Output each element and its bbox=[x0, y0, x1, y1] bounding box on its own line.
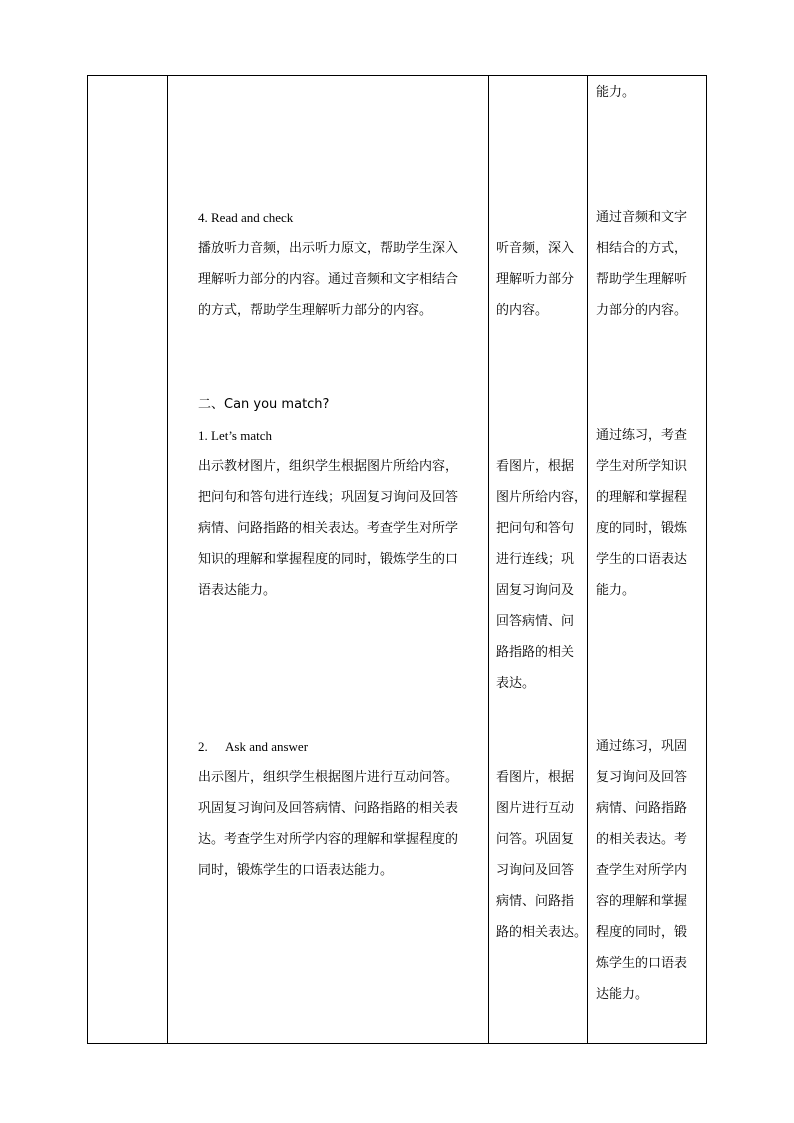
student-activity-line: 进行连线；巩 bbox=[496, 552, 575, 567]
student-activity-line: 理解听力部分 bbox=[496, 272, 575, 287]
column-divider-1 bbox=[167, 75, 168, 1044]
teacher-activity-line: 理解听力部分的内容。通过音频和文字相结合 bbox=[198, 272, 459, 287]
student-activity-line: 习询问及回答 bbox=[496, 863, 575, 878]
intent-line: 查学生对所学内 bbox=[596, 863, 688, 878]
student-activity-line: 图片所给内容， bbox=[496, 490, 588, 505]
teacher-activity-line: 出示教材图片，组织学生根据图片所给内容， bbox=[198, 459, 459, 474]
teacher-activity-line: 知识的理解和掌握程度的同时，锻炼学生的口 bbox=[198, 552, 459, 567]
teacher-activity-line: 病情、问路指路的相关表达。考查学生对所学 bbox=[198, 521, 459, 536]
teacher-activity-line: 达。考查学生对所学内容的理解和掌握程度的 bbox=[198, 832, 459, 847]
student-activity-line: 看图片，根据 bbox=[496, 770, 575, 785]
intent-line: 学生的口语表达 bbox=[596, 552, 688, 567]
ask-answer-heading: Ask and answer bbox=[225, 739, 309, 754]
intent-line: 相结合的方式， bbox=[596, 241, 688, 256]
intent-line: 通过音频和文字 bbox=[596, 210, 688, 225]
teacher-activity-line: 播放听力音频，出示听力原文，帮助学生深入 bbox=[198, 241, 459, 256]
intent-line: 达能力。 bbox=[596, 987, 649, 1002]
student-activity-line: 病情、问路指 bbox=[496, 894, 575, 909]
match-section-title: 二、Can you match? bbox=[198, 397, 330, 412]
intent-line: 病情、问路指路 bbox=[596, 801, 688, 816]
intent-line: 通过练习，考查 bbox=[596, 428, 688, 443]
read-check-heading: 4. Read and check bbox=[198, 210, 294, 225]
intent-line: 帮助学生理解听 bbox=[596, 272, 688, 287]
teacher-activity-line: 语表达能力。 bbox=[198, 583, 277, 598]
student-activity-line: 听音频，深入 bbox=[496, 241, 575, 256]
ask-answer-number: 2. bbox=[198, 739, 208, 754]
teacher-activity-line: 同时，锻炼学生的口语表达能力。 bbox=[198, 863, 394, 878]
intent-top-text: 能力。 bbox=[596, 85, 636, 100]
intent-line: 炼学生的口语表 bbox=[596, 956, 688, 971]
teacher-activity-line: 巩固复习询问及回答病情、问路指路的相关表 bbox=[198, 801, 459, 816]
intent-line: 度的同时，锻炼 bbox=[596, 521, 688, 536]
intent-line: 通过练习，巩固 bbox=[596, 739, 688, 754]
student-activity-line: 看图片，根据 bbox=[496, 459, 575, 474]
intent-line: 的相关表达。考 bbox=[596, 832, 688, 847]
student-activity-line: 固复习询问及 bbox=[496, 583, 575, 598]
teacher-activity-line: 的方式，帮助学生理解听力部分的内容。 bbox=[198, 303, 433, 318]
column-divider-2 bbox=[488, 75, 489, 1044]
intent-line: 程度的同时，锻 bbox=[596, 925, 688, 940]
lets-match-heading: 1. Let’s match bbox=[198, 428, 273, 443]
student-activity-line: 把问句和答句 bbox=[496, 521, 575, 536]
student-activity-line: 表达。 bbox=[496, 676, 536, 691]
student-activity-line: 路指路的相关 bbox=[496, 645, 575, 660]
student-activity-line: 图片进行互动 bbox=[496, 801, 575, 816]
intent-line: 能力。 bbox=[596, 583, 636, 598]
student-activity-line: 问答。巩固复 bbox=[496, 832, 575, 847]
intent-line: 力部分的内容。 bbox=[596, 303, 688, 318]
student-activity-line: 路的相关表达。 bbox=[496, 925, 588, 940]
student-activity-line: 回答病情、问 bbox=[496, 614, 575, 629]
student-activity-line: 的内容。 bbox=[496, 303, 549, 318]
intent-line: 的理解和掌握程 bbox=[596, 490, 688, 505]
intent-line: 学生对所学知识 bbox=[596, 459, 688, 474]
intent-line: 容的理解和掌握 bbox=[596, 894, 688, 909]
teacher-activity-line: 出示图片，组织学生根据图片进行互动问答。 bbox=[198, 770, 459, 785]
column-divider-3 bbox=[587, 75, 588, 1044]
intent-line: 复习询问及回答 bbox=[596, 770, 688, 785]
teacher-activity-line: 把问句和答句进行连线；巩固复习询问及回答 bbox=[198, 490, 459, 505]
